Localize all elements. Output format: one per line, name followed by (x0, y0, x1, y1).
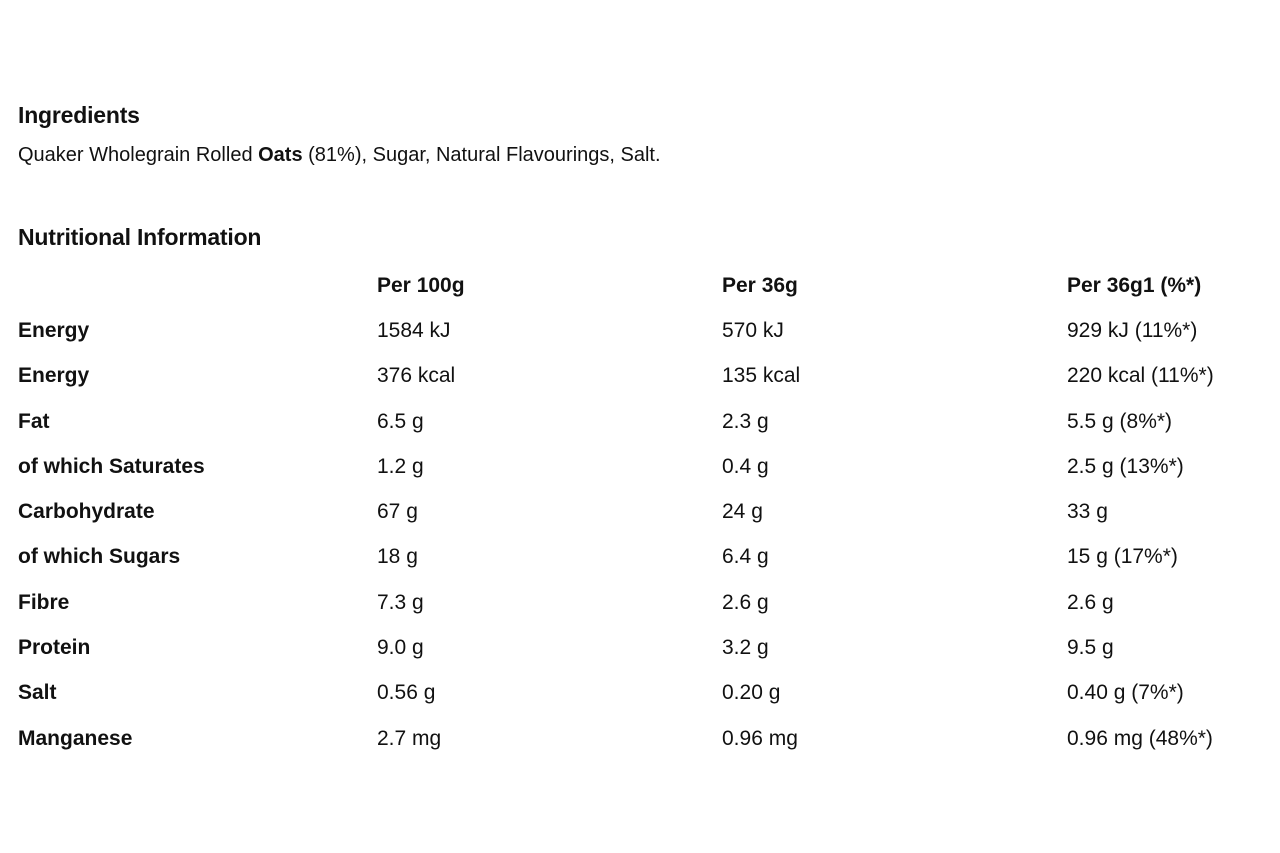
value-per-100g: 6.5 g (377, 409, 424, 433)
nutrient-name: Salt (18, 681, 57, 705)
header-nutrient (18, 263, 377, 308)
value-per-100g: 18 g (377, 545, 418, 569)
table-row (18, 535, 1267, 580)
nutrition-heading: Nutritional Information (18, 224, 262, 250)
table-row (18, 580, 1267, 625)
value-per-36g-percent: 2.6 g (1067, 590, 1114, 614)
value-per-100g: 1.2 g (377, 454, 424, 478)
value-per-36g-percent: 9.5 g (1067, 636, 1114, 660)
nutrient-name: Fat (18, 409, 50, 433)
ingredients-list (18, 144, 661, 167)
value-per-36g-percent: 0.96 mg (48%*) (1067, 726, 1213, 750)
value-per-36g: 2.3 g (722, 409, 769, 433)
value-per-36g: 570 kJ (722, 318, 784, 342)
value-per-36g-percent: 33 g (1067, 500, 1108, 524)
value-per-36g: 135 kcal (722, 364, 801, 388)
nutrition-header-row (18, 263, 1267, 308)
ingredients-heading: Ingredients (18, 102, 140, 128)
value-per-100g: 9.0 g (377, 636, 424, 660)
nutrient-name: Fibre (18, 590, 70, 614)
table-row (18, 625, 1267, 670)
nutrient-name: Manganese (18, 726, 133, 750)
value-per-36g: 3.2 g (722, 636, 769, 660)
nutrient-name: Protein (18, 636, 91, 660)
value-per-36g-percent: 2.5 g (13%*) (1067, 454, 1184, 478)
table-row (18, 489, 1267, 534)
table-row (18, 308, 1267, 353)
value-per-36g-percent: 15 g (17%*) (1067, 545, 1178, 569)
ingredients-highlight: Oats (258, 144, 303, 166)
value-per-36g-percent: 0.40 g (7%*) (1067, 681, 1184, 705)
value-per-100g: 1584 kJ (377, 318, 451, 342)
table-row (18, 716, 1267, 761)
nutrient-name: Energy (18, 318, 90, 342)
nutrition-table (18, 263, 1267, 761)
value-per-36g-percent: 5.5 g (8%*) (1067, 409, 1173, 433)
table-row (18, 444, 1267, 489)
value-per-100g: 7.3 g (377, 590, 424, 614)
value-per-36g-percent: 220 kcal (11%*) (1067, 364, 1214, 388)
value-per-36g: 24 g (722, 500, 763, 524)
value-per-36g: 0.4 g (722, 454, 769, 478)
value-per-36g: 2.6 g (722, 590, 769, 614)
value-per-100g: 67 g (377, 500, 418, 524)
nutrient-name: of which Sugars (18, 545, 181, 569)
header-per-36g: Per 36g (722, 273, 798, 297)
value-per-36g: 0.96 mg (722, 726, 798, 750)
ingredients-prefix: Quaker Wholegrain Rolled (18, 144, 259, 166)
value-per-36g: 6.4 g (722, 545, 769, 569)
value-per-100g: 2.7 mg (377, 726, 442, 750)
header-per-100g: Per 100g (377, 273, 465, 297)
table-row (18, 671, 1267, 716)
value-per-36g-percent: 929 kJ (11%*) (1067, 318, 1198, 342)
value-per-100g: 376 kcal (377, 364, 456, 388)
value-per-36g: 0.20 g (722, 681, 781, 705)
nutrient-name: of which Saturates (18, 454, 205, 478)
table-row (18, 399, 1267, 444)
table-row (18, 354, 1267, 399)
value-per-100g: 0.56 g (377, 681, 436, 705)
nutrient-name: Carbohydrate (18, 500, 155, 524)
nutrient-name: Energy (18, 364, 90, 388)
ingredients-suffix: (81%), Sugar, Natural Flavourings, Salt. (302, 144, 661, 166)
header-per-36g-percent: Per 36g1 (%*) (1067, 273, 1202, 297)
